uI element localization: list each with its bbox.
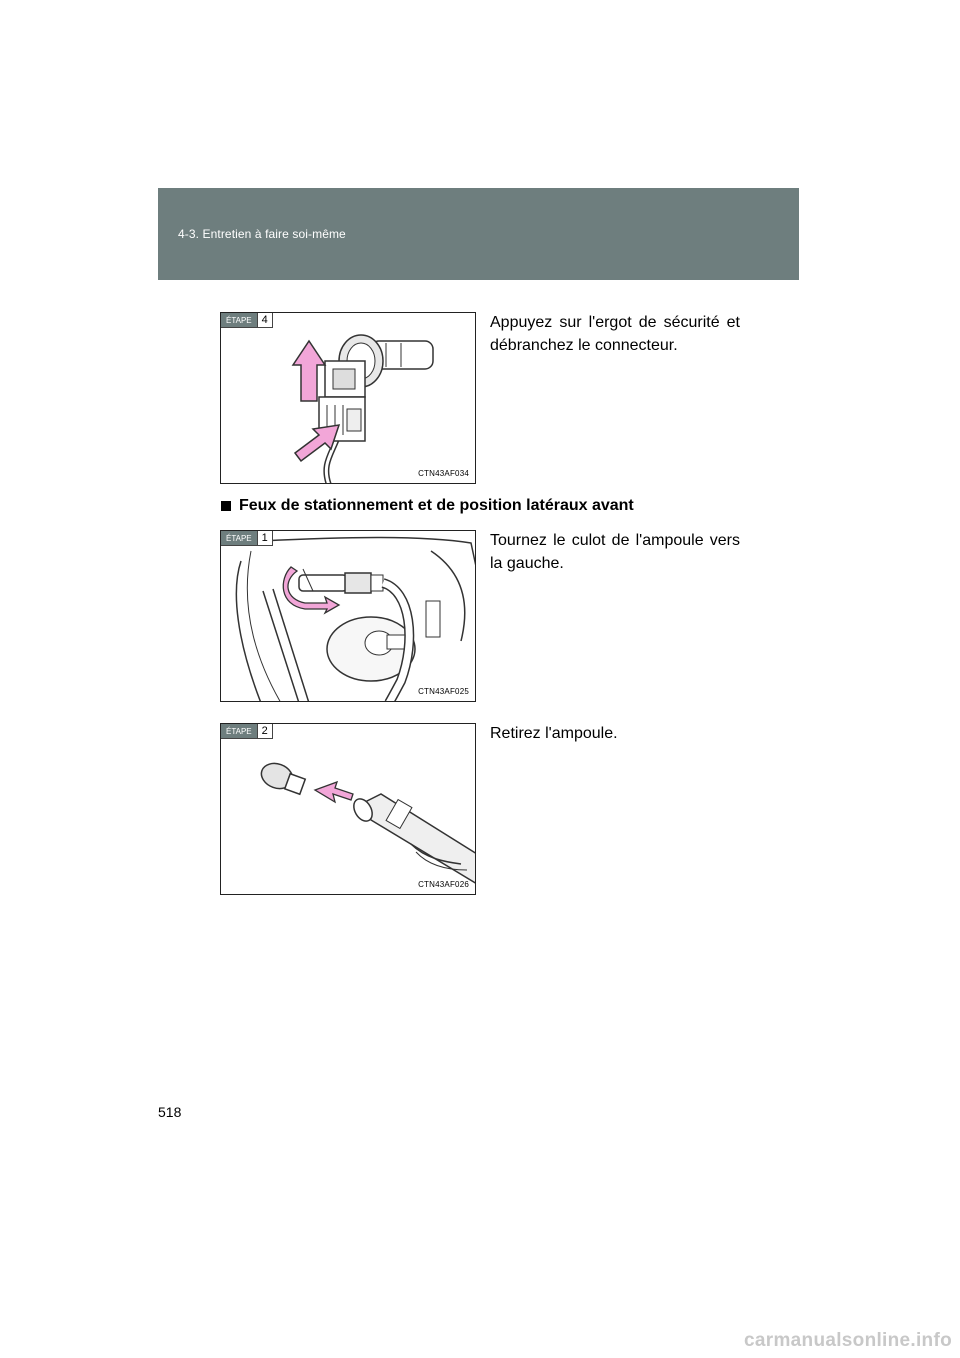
step-label: ÉTAPE <box>221 313 258 328</box>
section-title: 4-3. Entretien à faire soi-même <box>178 227 346 241</box>
step-label: ÉTAPE <box>221 531 258 546</box>
figure-step-4 <box>220 312 476 484</box>
connector-illustration <box>221 313 476 484</box>
step-badge <box>221 531 273 546</box>
instruction-step-2: Retirez l'ampoule. <box>490 725 618 742</box>
step-badge <box>221 313 273 328</box>
step-number: 1 <box>258 531 273 546</box>
instruction-step-4: Appuyez sur l'ergot de sécurité et débranchez le connecteur. <box>490 314 740 354</box>
step-badge <box>221 724 273 739</box>
header-bar <box>158 188 799 280</box>
figure-code: CTN43AF026 <box>418 880 469 889</box>
bulb-removal-illustration <box>221 724 476 895</box>
watermark: carmanualsonline.info <box>744 1330 952 1351</box>
figure-code: CTN43AF025 <box>418 687 469 696</box>
page-number: 518 <box>158 1104 182 1120</box>
figure-code: CTN43AF034 <box>418 469 469 478</box>
figure-step-2 <box>220 723 476 895</box>
section-heading-text: Feux de stationnement et de position latéraux avant <box>239 497 634 514</box>
section-heading <box>221 497 634 515</box>
figure-step-1 <box>220 530 476 702</box>
step-number: 2 <box>258 724 273 739</box>
headlight-illustration <box>221 531 476 702</box>
square-bullet-icon <box>221 501 231 511</box>
step-label: ÉTAPE <box>221 724 258 739</box>
step-number: 4 <box>258 313 273 328</box>
instruction-step-1: Tournez le culot de l'ampoule vers la gauche. <box>490 532 740 572</box>
